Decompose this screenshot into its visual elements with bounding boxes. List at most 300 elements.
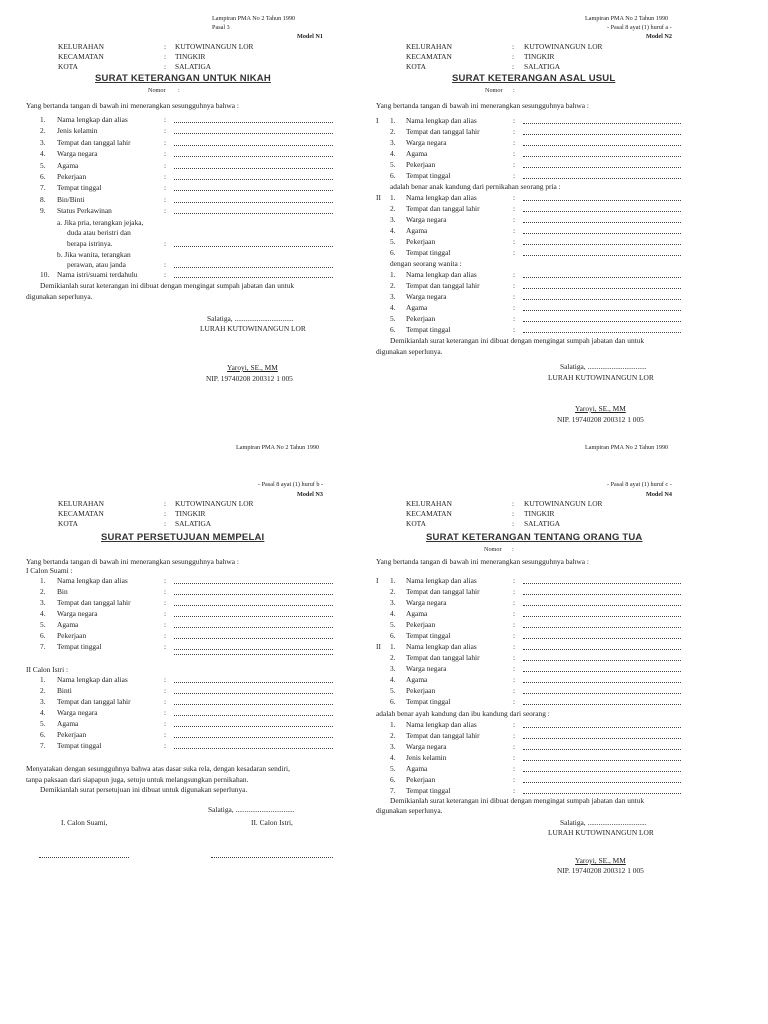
fill-line[interactable] xyxy=(523,222,681,223)
fill-line[interactable] xyxy=(174,649,333,650)
field-label: Warga negara xyxy=(406,138,447,147)
field-number: 4. xyxy=(390,149,396,158)
field-label: Tempat dan tanggal lahir xyxy=(406,653,480,662)
field-label: Tempat dan tanggal lahir xyxy=(57,137,131,147)
field-number: 1. xyxy=(40,115,46,124)
fill-line[interactable] xyxy=(174,583,333,584)
field-label: Bin xyxy=(57,587,68,596)
field-label: Agama xyxy=(57,620,79,629)
fill-line[interactable] xyxy=(523,299,681,300)
place-date: Salatiga, ................................ xyxy=(208,805,295,814)
closing-text: Demikianlah surat keterangan ini dibuat dengan mengingat sumpah jabatan dan untuk xyxy=(40,281,295,290)
lampiran-note: Lampiran PMA No 2 Tahun 1990 xyxy=(212,15,296,22)
fill-line[interactable] xyxy=(174,715,333,716)
model-label: Model N4 xyxy=(646,491,672,498)
colon: : xyxy=(164,160,167,170)
field-label: Binti xyxy=(57,686,72,695)
intro-text: Yang bertanda tangan di bawah ini menerangkan sesungguhnya bahwa : xyxy=(376,557,589,566)
colon: : xyxy=(164,270,167,279)
fill-line[interactable] xyxy=(523,277,681,278)
field-number: 9. xyxy=(40,206,46,216)
field-number: 6. xyxy=(390,631,396,640)
kelurahan-label: KELURAHAN xyxy=(406,42,452,51)
pasal-note: - Pasal 8 ayat (1) huruf a - xyxy=(607,24,672,31)
model-label: Model N2 xyxy=(646,33,672,40)
field-number: 2. xyxy=(390,281,396,290)
intro-text: Yang bertanda tangan di bawah ini menerangkan sesungguhnya bahwa : xyxy=(26,557,239,566)
field-number: 5. xyxy=(390,686,396,695)
lampiran-note: Lampiran PMA No 2 Tahun 1990 xyxy=(236,444,320,451)
field-number: 1. xyxy=(390,720,396,729)
colon: : xyxy=(513,138,516,147)
colon: : xyxy=(164,576,167,585)
field-number: 6. xyxy=(40,730,46,739)
form-title: SURAT KETERANGAN TENTANG ORANG TUA xyxy=(426,532,643,543)
kelurahan-label: KELURAHAN xyxy=(406,499,452,508)
pasal-note: - Pasal 8 ayat (1) huruf b - xyxy=(258,481,324,488)
field-label: Agama xyxy=(406,609,428,618)
pasal-note: Pasal 3 xyxy=(212,24,230,31)
fill-line[interactable] xyxy=(174,682,333,683)
kota-label: KOTA xyxy=(58,62,78,71)
colon: : xyxy=(513,127,516,136)
kecamatan-label: KECAMATAN xyxy=(406,52,452,61)
lampiran-note: Lampiran PMA No 2 Tahun 1990 xyxy=(585,444,669,451)
field-label: Agama xyxy=(406,226,428,235)
official-title: LURAH KUTOWINANGUN LOR xyxy=(548,828,654,837)
fill-line[interactable] xyxy=(523,693,681,694)
field-number: 1. xyxy=(390,193,396,202)
field-number: 5. xyxy=(40,719,46,728)
pasal-note: - Pasal 8 ayat (1) huruf c - xyxy=(607,481,672,488)
field-number: 5. xyxy=(390,764,396,773)
field-number: 7. xyxy=(40,183,46,193)
field-number: 7. xyxy=(40,642,46,651)
field-label: Warga negara xyxy=(57,609,98,618)
fill-line[interactable] xyxy=(174,704,333,705)
field-label: Nama lengkap dan alias xyxy=(406,270,477,279)
colon: : xyxy=(513,764,516,773)
colon: : xyxy=(513,675,516,684)
field-number: 5. xyxy=(40,620,46,629)
fill-line[interactable] xyxy=(523,793,681,794)
field-number: 2. xyxy=(390,204,396,213)
field-number: 7. xyxy=(40,741,46,750)
field-number: 6. xyxy=(40,172,46,181)
status-option-text: berapa istrinya. xyxy=(67,239,113,248)
field-number: 6. xyxy=(390,775,396,784)
field-number: 3. xyxy=(390,598,396,607)
field-number: 3. xyxy=(40,137,46,147)
kecamatan-value: TINGKIR xyxy=(175,52,206,61)
colon: : xyxy=(513,292,516,301)
fill-line[interactable] xyxy=(523,332,681,333)
field-number: 5. xyxy=(40,160,46,170)
fill-line[interactable] xyxy=(523,616,681,617)
colon: : xyxy=(164,149,167,159)
fill-line xyxy=(174,277,333,278)
field-number: 6. xyxy=(390,171,396,180)
field-number: 1. xyxy=(390,642,396,651)
section-numeral: I xyxy=(376,116,379,125)
colon: : xyxy=(513,160,516,169)
fill-line[interactable] xyxy=(523,233,681,234)
status-option-text: a. Jika pria, terangkan jejaka, xyxy=(57,218,144,227)
field-label: Nama lengkap dan alias xyxy=(406,116,477,125)
field-number: 3. xyxy=(390,138,396,147)
fill-line[interactable] xyxy=(174,616,333,617)
signature-line-istri xyxy=(211,857,333,858)
colon: : xyxy=(513,598,516,607)
colon: : xyxy=(164,620,167,629)
kota-value: SALATIGA xyxy=(524,519,561,528)
signer-name: Yaroyi, SE., MM xyxy=(575,856,626,865)
field-label: Tempat dan tanggal lahir xyxy=(406,127,480,136)
fill-line[interactable] xyxy=(523,682,681,683)
colon: : xyxy=(513,720,516,729)
closing-text: digunakan seperlunya. xyxy=(376,347,443,356)
field-label: Agama xyxy=(406,303,428,312)
field-number: 2. xyxy=(40,126,46,136)
fill-line xyxy=(174,246,333,247)
kecamatan-value: TINGKIR xyxy=(524,509,555,518)
field-label: Pekerjaan xyxy=(406,775,436,784)
fill-line[interactable] xyxy=(523,594,681,595)
colon: : xyxy=(512,546,514,553)
fill-line[interactable] xyxy=(523,156,681,157)
fill-line[interactable] xyxy=(174,726,333,727)
fill-line[interactable] xyxy=(174,605,333,606)
fill-line[interactable] xyxy=(523,134,681,135)
field-label: Nama lengkap dan alias xyxy=(406,193,477,202)
colon: : xyxy=(513,281,516,290)
colon: : xyxy=(164,172,167,181)
fill-line[interactable] xyxy=(523,638,681,639)
field-number: 6. xyxy=(390,325,396,334)
field-number: 6. xyxy=(390,248,396,257)
field-number: 2. xyxy=(40,686,46,695)
colon: : xyxy=(164,519,167,528)
fill-line[interactable] xyxy=(174,693,333,694)
colon: : xyxy=(513,325,516,334)
field-number: 4. xyxy=(390,609,396,618)
colon: : xyxy=(178,87,180,94)
field-number: 1. xyxy=(40,675,46,684)
fill-line[interactable] xyxy=(174,179,333,180)
nomor-label: Nomor xyxy=(484,546,502,553)
fill-line[interactable] xyxy=(174,202,333,203)
intro-text: Yang bertanda tangan di bawah ini menerangkan sesungguhnya bahwa : xyxy=(376,101,589,110)
fill-line[interactable] xyxy=(523,255,681,256)
colon: : xyxy=(513,642,516,651)
field-label: Tempat tinggal xyxy=(406,325,451,334)
kelurahan-value: KUTOWINANGUN LOR xyxy=(175,42,254,51)
fill-line[interactable] xyxy=(523,660,681,661)
field-number: 1. xyxy=(390,270,396,279)
colon: : xyxy=(164,206,167,216)
field-label: Pekerjaan xyxy=(406,237,436,246)
fill-line[interactable] xyxy=(523,649,681,650)
fill-line[interactable] xyxy=(174,133,333,134)
field-label: Tempat dan tanggal lahir xyxy=(57,598,131,607)
field-number: 2. xyxy=(390,127,396,136)
field-label: Tempat tinggal xyxy=(406,697,451,706)
fill-line[interactable] xyxy=(174,156,333,157)
form-title: SURAT KETERANGAN UNTUK NIKAH xyxy=(95,73,271,84)
colon: : xyxy=(513,786,516,795)
field-number: 5. xyxy=(390,160,396,169)
colon: : xyxy=(164,194,167,204)
colon: : xyxy=(164,675,167,684)
place-date: Salatiga, ................................ xyxy=(207,314,294,323)
fill-line[interactable] xyxy=(523,627,681,628)
kota-value: SALATIGA xyxy=(175,519,212,528)
fill-line[interactable] xyxy=(523,738,681,739)
fill-line[interactable] xyxy=(523,211,681,212)
field-label: Tempat dan tanggal lahir xyxy=(57,697,131,706)
colon: : xyxy=(513,686,516,695)
colon: : xyxy=(513,742,516,751)
colon: : xyxy=(164,126,167,136)
field-number: 4. xyxy=(390,675,396,684)
colon: : xyxy=(512,519,515,528)
field-label: Bin/Binti xyxy=(57,194,85,204)
field-number: 2. xyxy=(390,653,396,662)
field-label: Pekerjaan xyxy=(57,172,87,181)
colon: : xyxy=(513,576,516,585)
colon: : xyxy=(164,183,167,193)
section-numeral: I xyxy=(376,576,379,585)
section-heading: II Calon Istri : xyxy=(26,665,69,674)
colon: : xyxy=(513,314,516,323)
field-number: 8. xyxy=(40,194,46,204)
signer-nip: NIP. 19740208 200312 1 005 xyxy=(206,374,293,383)
field-label: Warga negara xyxy=(406,215,447,224)
colon: : xyxy=(513,193,516,202)
colon: : xyxy=(512,499,515,508)
colon: : xyxy=(512,62,515,71)
field-label: Tempat tinggal xyxy=(406,171,451,180)
field-label: Tempat tinggal xyxy=(57,741,102,750)
fill-line[interactable] xyxy=(174,638,333,639)
status-option-text: perawan, atau janda xyxy=(67,260,126,269)
field-label: Tempat dan tanggal lahir xyxy=(406,587,480,596)
colon: : xyxy=(164,631,167,640)
fill-line[interactable] xyxy=(523,167,681,168)
signature-label-suami: I. Calon Suami, xyxy=(61,818,108,827)
fill-line[interactable] xyxy=(174,122,333,123)
field-label: Agama xyxy=(406,149,428,158)
section-heading: I Calon Suami : xyxy=(26,566,73,575)
field-label: Nama lengkap dan alias xyxy=(406,642,477,651)
field-number: 4. xyxy=(40,609,46,618)
field-label: Warga negara xyxy=(406,742,447,751)
colon: : xyxy=(164,708,167,717)
field-number: 6. xyxy=(390,697,396,706)
field-label: Pekerjaan xyxy=(57,730,87,739)
field-label: Warga negara xyxy=(406,598,447,607)
kota-label: KOTA xyxy=(58,519,78,528)
field-label: Tempat dan tanggal lahir xyxy=(406,731,480,740)
colon: : xyxy=(164,719,167,728)
colon: : xyxy=(164,642,167,651)
colon: : xyxy=(513,753,516,762)
field-number: 4. xyxy=(40,708,46,717)
fill-line[interactable] xyxy=(523,749,681,750)
kelurahan-value: KUTOWINANGUN LOR xyxy=(175,499,254,508)
fill-line[interactable] xyxy=(174,737,333,738)
fill-line xyxy=(174,654,333,655)
colon: : xyxy=(513,226,516,235)
field-label: Pekerjaan xyxy=(406,160,436,169)
kecamatan-label: KECAMATAN xyxy=(406,509,452,518)
fill-line[interactable] xyxy=(523,771,681,772)
field-label: Tempat tinggal xyxy=(57,183,102,193)
fill-line[interactable] xyxy=(174,748,333,749)
fill-line[interactable] xyxy=(523,145,681,146)
field-label: Agama xyxy=(57,160,79,170)
kelurahan-value: KUTOWINANGUN LOR xyxy=(524,499,603,508)
colon: : xyxy=(513,631,516,640)
field-label: Agama xyxy=(406,675,428,684)
field-label: Tempat tinggal xyxy=(406,631,451,640)
signature-line-suami xyxy=(39,857,129,858)
closing-text: digunakan seperlunya. xyxy=(26,292,93,301)
field-number: 4. xyxy=(40,149,46,159)
fill-line[interactable] xyxy=(523,605,681,606)
fill-line[interactable] xyxy=(174,168,333,169)
fill-line[interactable] xyxy=(523,727,681,728)
fill-line[interactable] xyxy=(523,310,681,311)
colon: : xyxy=(164,260,167,269)
kecamatan-value: TINGKIR xyxy=(175,509,206,518)
colon: : xyxy=(512,509,515,518)
colon: : xyxy=(164,741,167,750)
colon: : xyxy=(513,697,516,706)
fill-line[interactable] xyxy=(523,288,681,289)
field-label: Tempat dan tanggal lahir xyxy=(406,281,480,290)
fill-line[interactable] xyxy=(523,671,681,672)
colon: : xyxy=(164,115,167,124)
field-label: Tempat tinggal xyxy=(57,642,102,651)
nomor-label: Nomor xyxy=(485,87,503,94)
field-number: 3. xyxy=(390,664,396,673)
colon: : xyxy=(513,237,516,246)
colon: : xyxy=(513,653,516,662)
colon: : xyxy=(513,149,516,158)
signer-nip: NIP. 19740208 200312 1 005 xyxy=(557,866,644,875)
fill-line[interactable] xyxy=(523,321,681,322)
colon: : xyxy=(512,52,515,61)
statement-text: tanpa paksaan dari siapapun juga, setuju untuk melangsungkan pernikahan. xyxy=(26,775,249,784)
colon: : xyxy=(164,587,167,596)
fill-line[interactable] xyxy=(523,200,681,201)
field-label: Agama xyxy=(406,764,428,773)
kecamatan-label: KECAMATAN xyxy=(58,52,104,61)
field-label: Tempat tinggal xyxy=(406,786,451,795)
colon: : xyxy=(513,248,516,257)
colon: : xyxy=(513,87,515,94)
connector-text: dengan seorang wanita : xyxy=(390,259,462,268)
field-label: Pekerjaan xyxy=(406,314,436,323)
field-number: 10. xyxy=(40,270,50,279)
colon: : xyxy=(164,62,167,71)
field-number: 1. xyxy=(390,576,396,585)
field-number: 5. xyxy=(390,237,396,246)
colon: : xyxy=(513,664,516,673)
fill-line[interactable] xyxy=(523,244,681,245)
closing-text: digunakan seperlunya. xyxy=(376,806,443,815)
colon: : xyxy=(512,42,515,51)
colon: : xyxy=(164,52,167,61)
field-label: Warga negara xyxy=(57,149,98,159)
section-numeral: II xyxy=(376,642,381,651)
fill-line[interactable] xyxy=(523,760,681,761)
field-label: Nama lengkap dan alias xyxy=(57,115,128,124)
kelurahan-label: KELURAHAN xyxy=(58,499,104,508)
fill-line[interactable] xyxy=(523,782,681,783)
field-label: Nama istri/suami terdahulu xyxy=(57,270,138,279)
colon: : xyxy=(164,509,167,518)
field-number: 3. xyxy=(40,598,46,607)
field-number: 2. xyxy=(390,731,396,740)
field-label: Tempat dan tanggal lahir xyxy=(406,204,480,213)
colon: : xyxy=(164,499,167,508)
colon: : xyxy=(513,171,516,180)
fill-line[interactable] xyxy=(174,190,333,191)
fill-line[interactable] xyxy=(174,145,333,146)
field-label: Status Perkawinan xyxy=(57,206,112,216)
kelurahan-value: KUTOWINANGUN LOR xyxy=(524,42,603,51)
colon: : xyxy=(164,697,167,706)
model-label: Model N3 xyxy=(297,491,323,498)
colon: : xyxy=(164,239,167,248)
field-label: Nama lengkap dan alias xyxy=(57,576,128,585)
intro-text: Yang bertanda tangan di bawah ini menerangkan sesungguhnya bahwa : xyxy=(26,101,239,110)
field-number: 1. xyxy=(40,576,46,585)
field-number: 3. xyxy=(390,292,396,301)
place-date: Salatiga, ................................ xyxy=(560,818,647,827)
kota-value: SALATIGA xyxy=(175,62,212,71)
field-label: Pekerjaan xyxy=(57,631,87,640)
status-option-text: b. Jika wanita, terangkan xyxy=(57,250,131,259)
field-label: Jenis kelamin xyxy=(406,753,447,762)
field-number: 2. xyxy=(40,587,46,596)
fill-line[interactable] xyxy=(174,594,333,595)
field-label: Nama lengkap dan alias xyxy=(57,675,128,684)
colon: : xyxy=(513,215,516,224)
colon: : xyxy=(164,609,167,618)
field-label: Tempat tinggal xyxy=(406,248,451,257)
fill-line[interactable] xyxy=(523,704,681,705)
fill-line[interactable] xyxy=(523,178,681,179)
status-option-text: duda atau beristri dan xyxy=(67,228,131,237)
colon: : xyxy=(513,620,516,629)
field-label: Pekerjaan xyxy=(406,620,436,629)
field-number: 3. xyxy=(390,215,396,224)
colon: : xyxy=(513,116,516,125)
section-numeral: II xyxy=(376,193,381,202)
nomor-label: Nomor xyxy=(148,87,166,94)
colon: : xyxy=(513,270,516,279)
kecamatan-label: KECAMATAN xyxy=(58,509,104,518)
fill-line[interactable] xyxy=(174,213,333,214)
colon: : xyxy=(164,686,167,695)
fill-line[interactable] xyxy=(174,627,333,628)
signer-name: Yaroyi, SE., MM xyxy=(575,404,626,413)
fill-line[interactable] xyxy=(523,123,681,124)
fill-line[interactable] xyxy=(523,583,681,584)
